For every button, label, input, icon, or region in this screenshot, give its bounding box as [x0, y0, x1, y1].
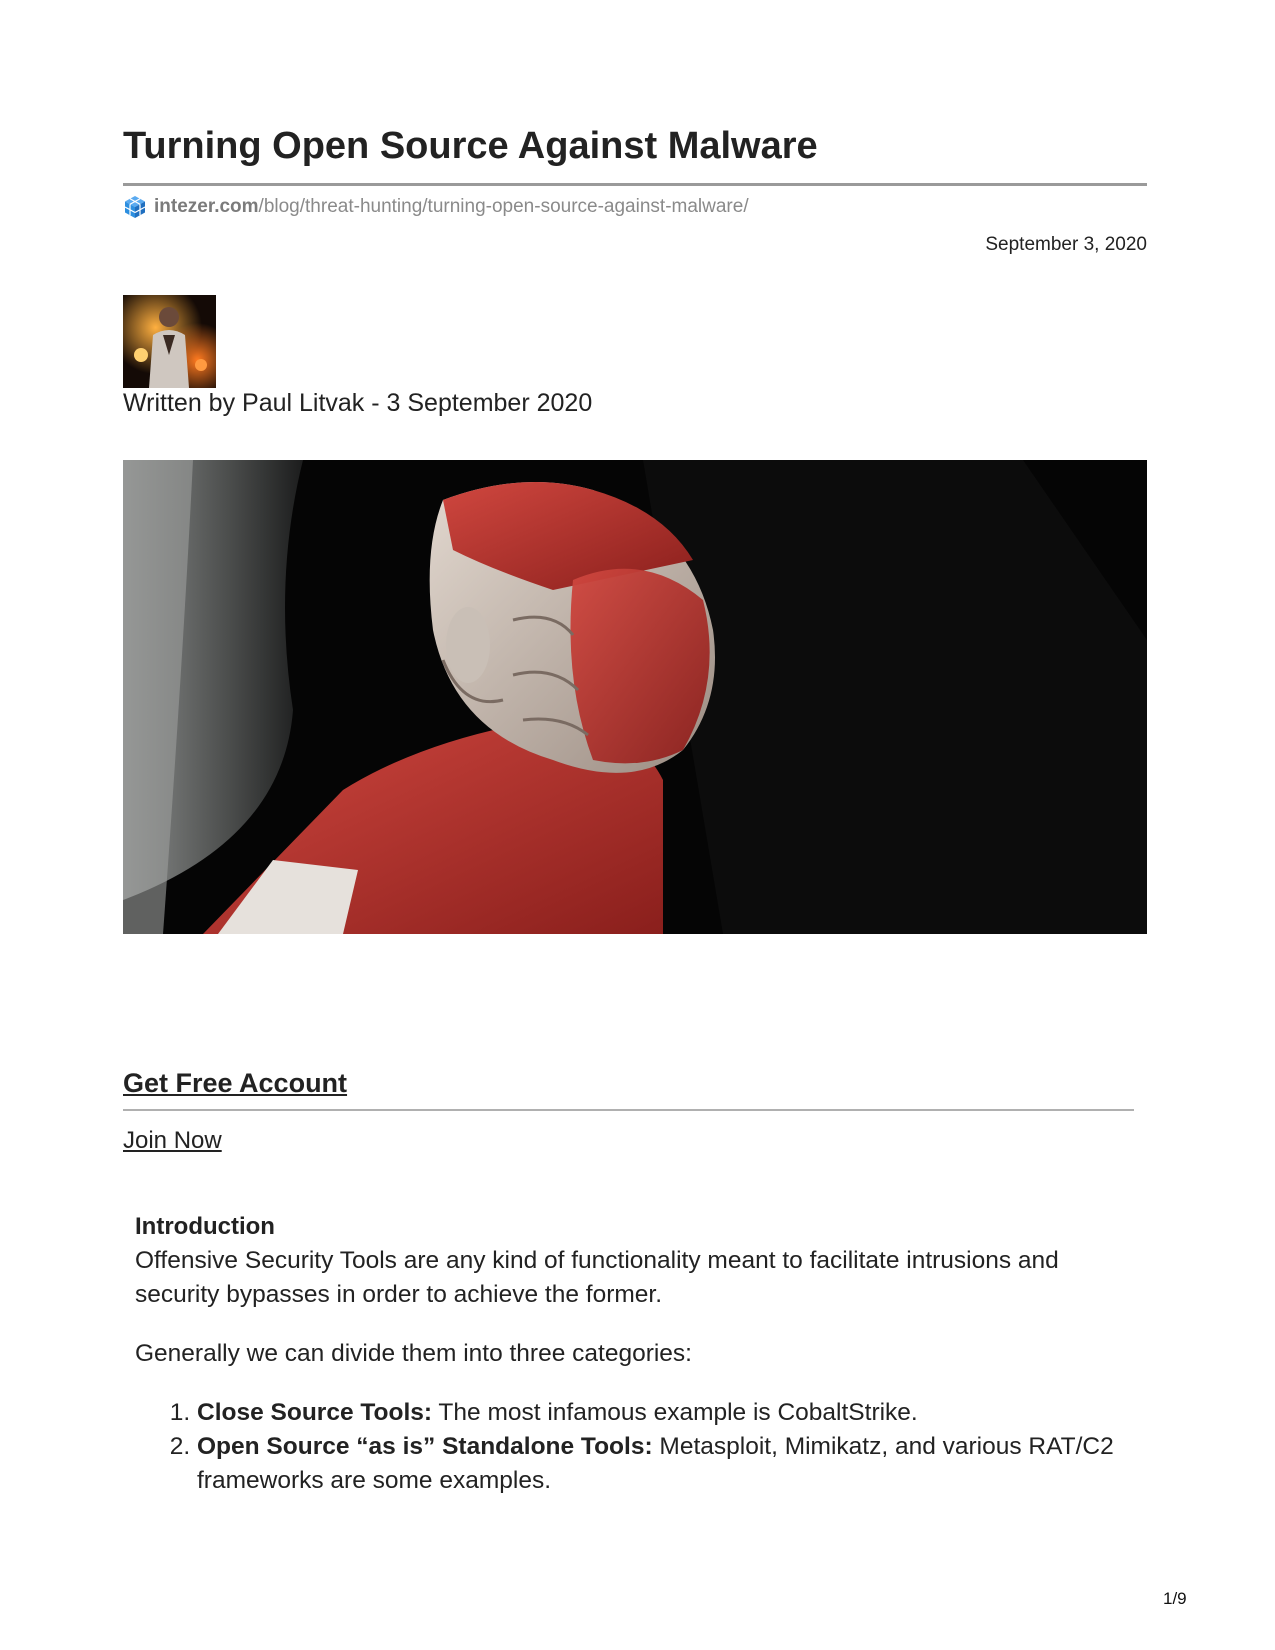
categories-list: [135, 1396, 1145, 1498]
page-title: Turning Open Source Against Malware: [123, 125, 818, 167]
title-divider: [123, 183, 1147, 186]
join-now-link[interactable]: Join Now: [123, 1127, 222, 1154]
list-item: [197, 1396, 1145, 1430]
author-avatar: [123, 295, 216, 388]
cube-logo-icon: [123, 195, 147, 219]
section-heading: Introduction: [135, 1213, 275, 1240]
list-item-text: The most infamous example is CobaltStrike.: [432, 1399, 918, 1426]
author-byline: Written by Paul Litvak - 3 September 2020: [123, 389, 593, 417]
list-item: [197, 1430, 1145, 1498]
list-item-text: Metasploit, Mimikatz, and various RAT/C2 frameworks are some examples.: [197, 1433, 1114, 1494]
page-number: 1/9: [1163, 1589, 1187, 1608]
source-domain: intezer.com: [154, 196, 259, 217]
source-url[interactable]: [123, 194, 749, 220]
article-body: [135, 1210, 1145, 1498]
list-item-term: Open Source “as is” Standalone Tools:: [197, 1433, 653, 1460]
cta-divider: [123, 1109, 1134, 1111]
list-item-term: Close Source Tools:: [197, 1399, 433, 1426]
hero-image: [123, 460, 1147, 934]
get-free-account-heading[interactable]: Get Free Account: [123, 1068, 348, 1098]
intro-paragraph: Offensive Security Tools are any kind of functionality meant to facilitate intrusions and security bypasses in order to achieve the former.: [135, 1247, 1059, 1308]
publish-date: September 3, 2020: [985, 234, 1147, 255]
categories-paragraph: Generally we can divide them into three categories:: [135, 1340, 692, 1367]
source-path: /blog/threat-hunting/turning-open-source-against-malware/: [258, 196, 749, 217]
